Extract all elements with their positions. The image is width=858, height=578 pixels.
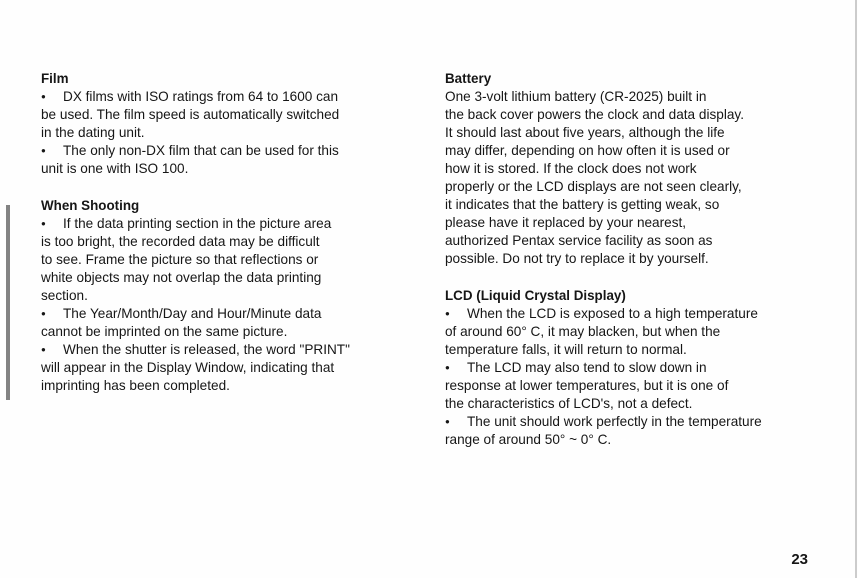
- scan-edge-line: [855, 0, 857, 578]
- film-heading: Film: [41, 71, 69, 86]
- text-line: possible. Do not try to replace it by yourself.: [445, 251, 709, 266]
- text-line: will appear in the Display Window, indicating that: [41, 360, 335, 375]
- shooting-section: [41, 197, 421, 395]
- text-line: imprinting has been completed.: [41, 378, 230, 393]
- text-line: is too bright, the recorded data may be difficult: [41, 234, 320, 249]
- text-line: of around 60° C, it may blacken, but when the: [445, 324, 721, 339]
- text-line: authorized Pentax service facility as soon as: [445, 233, 713, 248]
- text-line: cannot be imprinted on the same picture.: [41, 324, 288, 339]
- text-line: may differ, depending on how often it is used or: [445, 143, 730, 158]
- battery-section: [445, 70, 840, 268]
- battery-text: [445, 88, 840, 268]
- bullet-text-line: ● When the LCD is exposed to a high temperature: [445, 305, 840, 323]
- left-column: [41, 70, 421, 414]
- text-line: range of around 50° ~ 0° C.: [445, 432, 612, 447]
- text-line: the back cover powers the clock and data display.: [445, 107, 744, 122]
- text-line: how it is stored. If the clock does not work: [445, 161, 697, 176]
- page-number: 23: [791, 551, 808, 568]
- text-line: to see. Frame the picture so that reflections or: [41, 252, 319, 267]
- right-column: [445, 70, 840, 468]
- text-line: section.: [41, 288, 88, 303]
- text-line: be used. The film speed is automatically switched: [41, 107, 340, 122]
- bullet-text-line: ● The LCD may also tend to slow down in: [445, 359, 840, 377]
- bullet-text-line: ● DX films with ISO ratings from 64 to 1600 can: [41, 88, 421, 106]
- text-line: One 3-volt lithium battery (CR-2025) built in: [445, 89, 707, 104]
- text-line: in the dating unit.: [41, 125, 145, 140]
- lcd-section: [445, 287, 840, 449]
- scan-edge-mark: [6, 205, 10, 400]
- text-line: It should last about five years, although the life: [445, 125, 725, 140]
- text-line: the characteristics of LCD's, not a defect.: [445, 396, 693, 411]
- text-line: properly or the LCD displays are not seen clearly,: [445, 179, 742, 194]
- shooting-text: [41, 215, 421, 395]
- shooting-heading: When Shooting: [41, 198, 140, 213]
- bullet-text-line: ● If the data printing section in the picture area: [41, 215, 421, 233]
- bullet-text-line: ● The unit should work perfectly in the temperature: [445, 413, 840, 431]
- text-line: unit is one with ISO 100.: [41, 161, 189, 176]
- text-line: response at lower temperatures, but it is one of: [445, 378, 729, 393]
- film-section: [41, 70, 421, 178]
- text-line: please have it replaced by your nearest,: [445, 215, 687, 230]
- text-line: temperature falls, it will return to normal.: [445, 342, 687, 357]
- lcd-heading: LCD (Liquid Crystal Display): [445, 288, 626, 303]
- battery-heading: Battery: [445, 71, 492, 86]
- text-line: it indicates that the battery is getting weak, so: [445, 197, 720, 212]
- bullet-text-line: ● The only non-DX film that can be used for this: [41, 142, 421, 160]
- lcd-text: [445, 305, 840, 449]
- bullet-text-line: ● When the shutter is released, the word "PRINT": [41, 341, 421, 359]
- bullet-text-line: ● The Year/Month/Day and Hour/Minute data: [41, 305, 421, 323]
- text-line: white objects may not overlap the data printing: [41, 270, 322, 285]
- film-text: [41, 88, 421, 178]
